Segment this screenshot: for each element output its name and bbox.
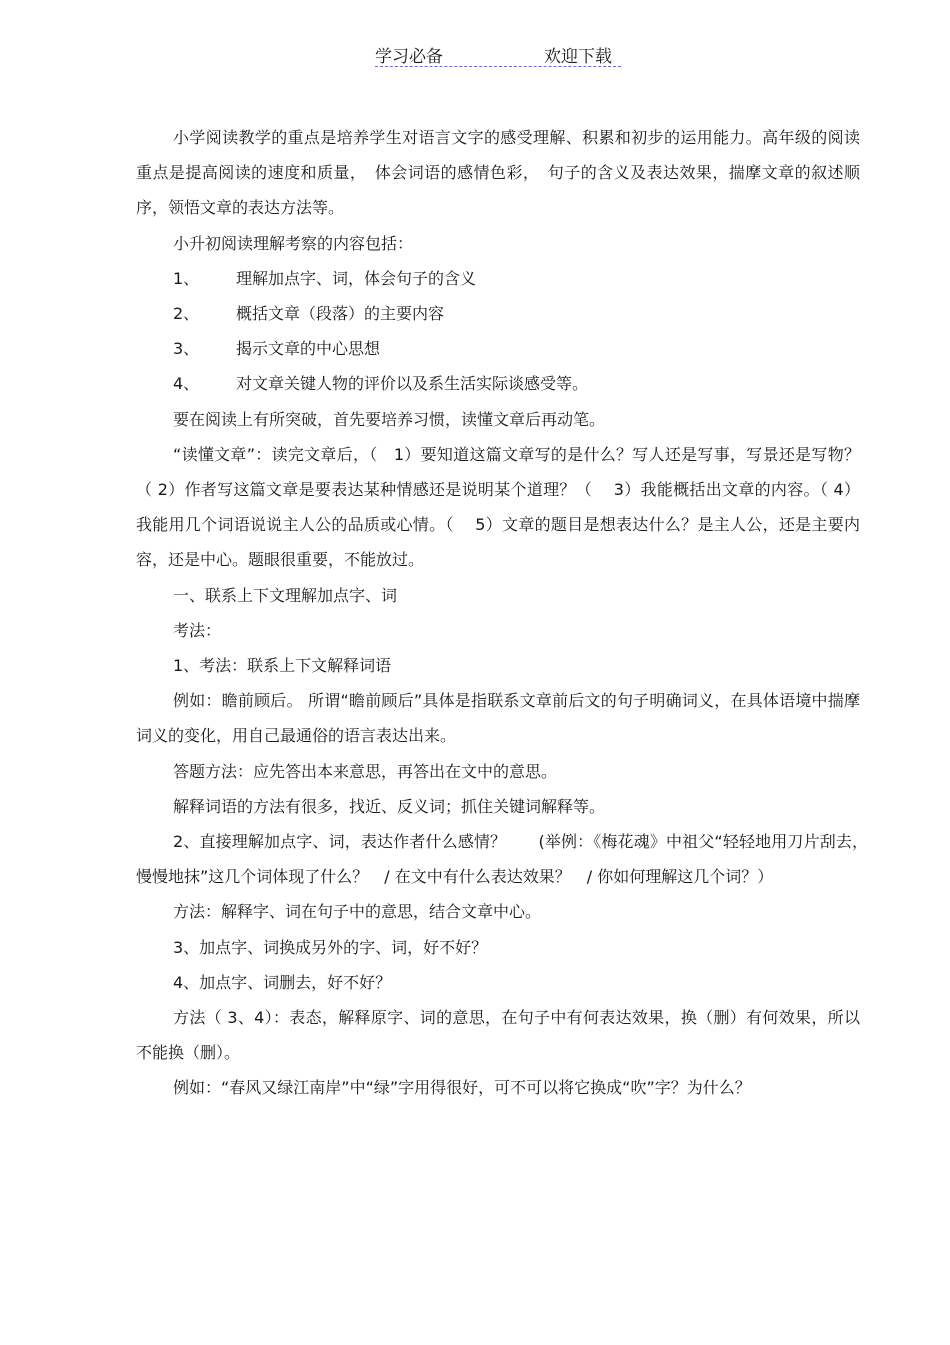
page-header [375, 42, 621, 67]
paragraph-example-2: 例如：“春风又绿江南岸”中“绿”字用得很好，可不可以将它换成“吹”字？为什么？ [173, 1078, 751, 1098]
paragraph-explain-methods: 解释词语的方法有很多，找近、反义词；抓住关键词解释等。 [173, 796, 606, 816]
header-left-text: 学习必备 [375, 47, 443, 67]
paragraph-habit: 要在阅读上有所突破，首先要培养习惯，读懂文章后再动笔。 [173, 409, 606, 429]
paragraph-method-3-4-answer: 方法（ 3、4）：表态，解释原字、词的意思，在句子中有何表达效果，换（删）有何效果，所以不能换（删）。 [136, 1008, 860, 1063]
section-heading-1: 一、联系上下文理解加点字、词 [173, 585, 398, 605]
list-item-text: 概括文章（段落）的主要内容 [236, 304, 445, 324]
list-item [136, 366, 860, 401]
paragraph-answer-method: 答题方法：应先答出本来意思，再答出在文中的意思。 [173, 761, 558, 781]
paragraph-example-1: 例如：瞻前顾后。 所谓“瞻前顾后”具体是指联系文章前后文的句子明确词义，在具体语境中揣摩词义的变化，用自己最通俗的语言表达出来。 [136, 691, 860, 746]
paragraph-method-2: 2、直接理解加点字、词，表达作者什么感情？ (举例：《梅花魂》中祖父“轻轻地用刀片刮去， 慢慢地抹”这几个词体现了什么？ / 在文中有什么表达效果？ / 你如何理解这几个词？） [136, 832, 877, 887]
list-item-number: 1、 [173, 268, 200, 288]
list-item-text: 揭示文章的中心思想 [236, 339, 381, 359]
list-item-number: 4、 [173, 374, 200, 394]
paragraph-read-understand: “读懂文章”：读完文章后，（ 1）要知道这篇文章写的是什么？写人还是写事，写景还是写物？（ 2）作者写这篇文章是要表达某种情感还是说明某个道理？（ 3）我能概括出文章的内容。（ 4）我能用几个词语说说主人公的品质或心情。（ 5）文章的题目是想表达什么？是主人公，还是主要内容，还是中心。题眼很重要，不能放过。 [136, 444, 860, 570]
paragraph-method-1: 1、考法：联系上下文解释词语 [173, 656, 392, 676]
list-item [136, 331, 860, 366]
list-item-text: 理解加点字、词，体会句子的含义 [236, 268, 477, 288]
paragraph-method-label: 考法： [173, 620, 222, 640]
list-item-text: 对文章关键人物的评价以及系生活实际谈感受等。 [236, 374, 589, 394]
list-item-number: 3、 [173, 339, 200, 359]
list-item [136, 261, 860, 296]
paragraph-exam-contents: 小升初阅读理解考察的内容包括： [173, 233, 414, 253]
document-body [136, 120, 877, 1106]
list-item-number: 2、 [173, 304, 200, 324]
paragraph-method-4: 4、加点字、词删去，好不好？ [173, 972, 392, 992]
paragraph-method-3: 3、加点字、词换成另外的字、词，好不好？ [173, 937, 488, 957]
exam-contents-list [136, 261, 860, 402]
header-right-text: 欢迎下载 [544, 47, 612, 67]
paragraph-intro: 小学阅读教学的重点是培养学生对语言文字的感受理解、积累和初步的运用能力。高年级的阅读重点是提高阅读的速度和质量， 体会词语的感情色彩， 句子的含义及表达效果，揣摩文章的叙述顺序，领悟文章的表达方法等。 [136, 128, 860, 218]
list-item [136, 296, 860, 331]
paragraph-method-2-answer: 方法：解释字、词在句子中的意思，结合文章中心。 [173, 902, 542, 922]
